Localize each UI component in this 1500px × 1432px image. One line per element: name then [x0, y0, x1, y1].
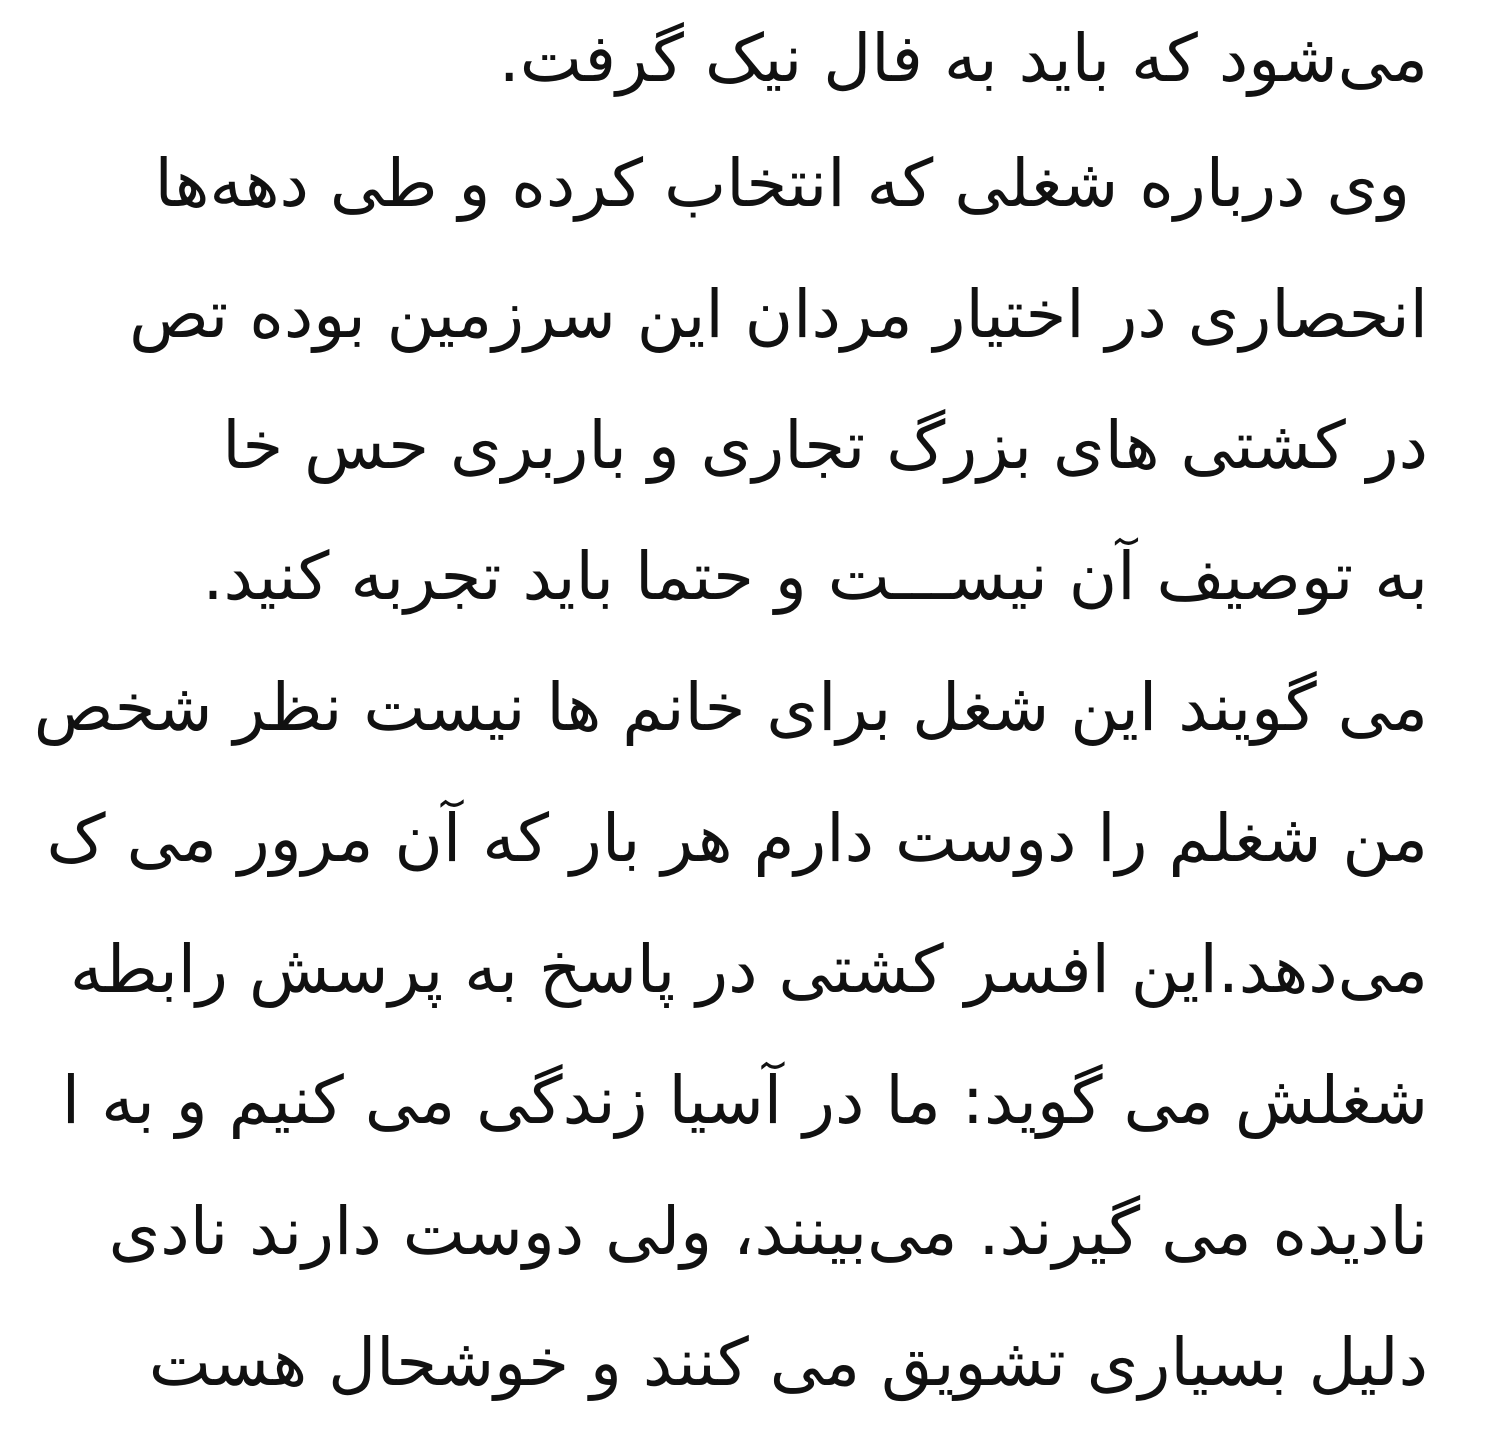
- text-line: وی درباره شغلی که انتخاب کرده و طی دهه‌ها: [154, 145, 1410, 222]
- text-line: انحصاری در اختیار مردان این سرزمین بوده تص: [129, 276, 1428, 353]
- text-line: در کشتی های بزرگ تجاری و باربری حس خا: [222, 407, 1428, 484]
- text-line: من شغلم را دوست دارم هر بار که آن مرور می ک: [46, 800, 1428, 877]
- text-line: شغلش می گوید: ما در آسیا زندگی می کنیم و به ا: [61, 1062, 1428, 1139]
- text-line: دلیل بسیاری تشویق می کنند و خوشحال هست: [148, 1324, 1428, 1401]
- text-line: می‌دهد.این افسر کشتی در پاسخ به پرسش رابطه: [69, 931, 1428, 1008]
- text-line: می گویند این شغل برای خانم ها نیست نظر شخص: [33, 669, 1428, 746]
- text-line: به توصیف آن نیســـت و حتما باید تجربه کنید.: [202, 538, 1428, 615]
- text-line: می‌شود که باید به فال نیک گرفت.: [498, 20, 1428, 97]
- text-line: نادیده می گیرند. می‌بینند، ولی دوست دارند نادی: [108, 1193, 1428, 1270]
